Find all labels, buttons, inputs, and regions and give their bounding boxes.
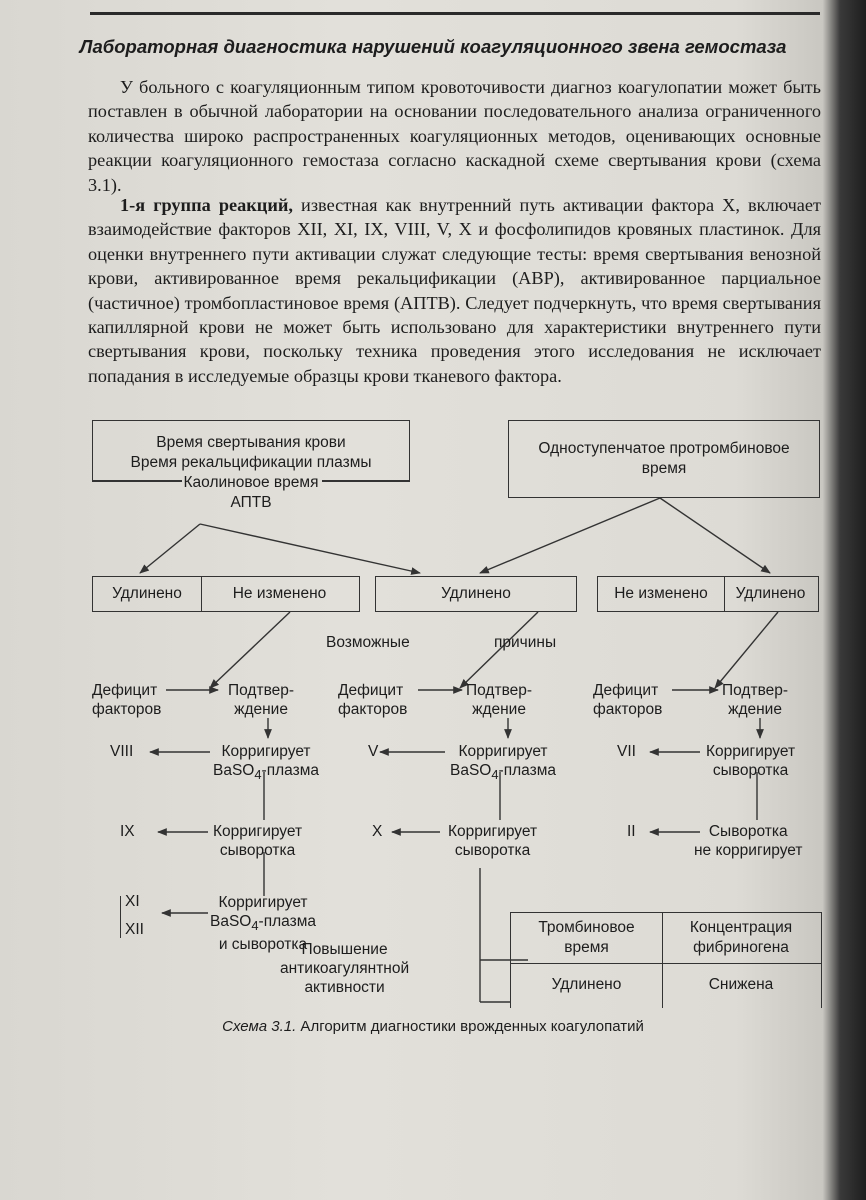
- result-right-prolonged: Удлинено: [723, 576, 819, 612]
- arrow-left-to-r3: [200, 524, 420, 573]
- col1-corrects-baso4: Корригирует BaSO$_4$-плазма: [213, 743, 319, 783]
- result-right-unchanged: Не изменено: [597, 576, 725, 612]
- col2-confirmation: Подтвер- ждение: [466, 682, 533, 718]
- test-kaolin-time: Каолиновое время: [183, 474, 319, 491]
- factor-xii: XII: [125, 921, 144, 938]
- factor-viii: VIII: [110, 743, 134, 760]
- col1-corrects-serum: Корригирует сыворотка: [213, 823, 303, 859]
- section-title: Лабораторная диагностика нарушений коагуляционного звена гемостаза: [79, 36, 787, 57]
- factor-v: V: [368, 743, 379, 760]
- factor-vii: VII: [617, 743, 636, 760]
- caption-text: Алгоритм диагностики врожденных коагулопатий: [296, 1018, 644, 1035]
- table-header-thrombin: Тромбиновое время: [510, 912, 663, 964]
- table-header-fibrinogen: Концентрация фибриногена: [661, 912, 822, 964]
- bracket-xi-xii: [120, 896, 121, 938]
- prothrombin-line-2: время: [641, 460, 687, 477]
- caption-label: Схема 3.1.: [222, 1018, 297, 1035]
- arrow-r5-to-col3: [715, 612, 778, 688]
- box-prothrombin-time: [508, 420, 820, 498]
- test-clotting-time: Время свертывания крови: [156, 434, 346, 451]
- table-row1-thrombin: Удлинено: [510, 962, 663, 1008]
- arrow-r1-to-col1: [210, 612, 290, 688]
- col2-corrects-serum: Корригирует сыворотка: [448, 823, 538, 859]
- box-internal-tests-frame: [92, 420, 410, 482]
- box-internal-tests-frame-left: [92, 480, 182, 482]
- col3-corrects-serum: Корригирует сыворотка: [706, 743, 796, 779]
- causes-label: причины: [494, 634, 557, 651]
- result-left-prolonged: Удлинено: [92, 576, 202, 612]
- thrombin-fibrinogen-table: [510, 912, 822, 1008]
- factor-ii: II: [627, 823, 636, 840]
- result-both-prolonged: Удлинено: [375, 576, 577, 612]
- arrow-right-to-r3: [480, 498, 660, 573]
- result-left-unchanged: Не изменено: [200, 576, 360, 612]
- paragraph-group-1-body: известная как внутренний путь активации фактора X, включает взаимодействие факторов XII, XI, IX, VIII, V, X и фосфолипидов кровяных пластинок. Для оценки внутреннего пути активации служат следующие тесты: время свертывания венозной крови, активированное время рекальцификации (АВР), активированное парциальное (частичное) тромбопластиновое время (АПТВ). Следует подчеркнуть, что время свертывания капиллярной крови не может быть использовано для характеристики внутреннего пути свертывания крови, поскольку техника проведения этого исследования не исключает попадания в исследуемые образцы крови тканевого фактора.: [88, 195, 821, 386]
- arrow-left-to-r1: [140, 524, 200, 573]
- col1-confirmation: Подтвер- ждение: [228, 682, 295, 718]
- box-internal-tests-frame-right: [322, 480, 410, 482]
- factor-ix: IX: [120, 823, 135, 840]
- prothrombin-line-1: Одноступенчатое протромбиновое: [538, 440, 790, 457]
- col2-corrects-baso4: Корригирует BaSO$_4$-плазма: [450, 743, 556, 783]
- test-recalcification-time: Время рекальцификации плазмы: [130, 454, 372, 471]
- col1-deficit: Дефицит факторов: [92, 682, 162, 718]
- col3-confirmation: Подтвер- ждение: [722, 682, 789, 718]
- factor-x: X: [372, 823, 383, 840]
- anticoagulant-activity: Повышение антикоагулянтной активности: [280, 941, 410, 996]
- col3-deficit: Дефицит факторов: [593, 682, 663, 718]
- paragraph-intro: У больного с коагуляционным типом кровоточивости диагноз коагулопатии может быть поставлен в обычной лаборатории на основании последовательного анализа ограниченного количества широко распространенных коагуляционных методов, оценивающих основные реакции коагуляционного гемостаза согласно каскадной схеме свертывания крови (схема 3.1).: [88, 77, 821, 195]
- arrow-right-to-r5: [660, 498, 770, 573]
- factor-xi: XI: [125, 893, 140, 910]
- col1-corrects-both: Корригирует BaSO$_4$-плазма и сыворотка: [210, 894, 316, 954]
- paragraph-group-1-lead: 1-я группа реакций,: [120, 195, 293, 215]
- table-row1-fibrinogen: Снижена: [661, 962, 822, 1008]
- col3-serum-not-correcting: Сыворотка не корригирует: [694, 823, 803, 859]
- possible-label: Возможные: [326, 634, 410, 651]
- test-aptt: АПТВ: [230, 494, 272, 511]
- figure-caption: [0, 1018, 866, 1035]
- col2-deficit: Дефицит факторов: [338, 682, 408, 718]
